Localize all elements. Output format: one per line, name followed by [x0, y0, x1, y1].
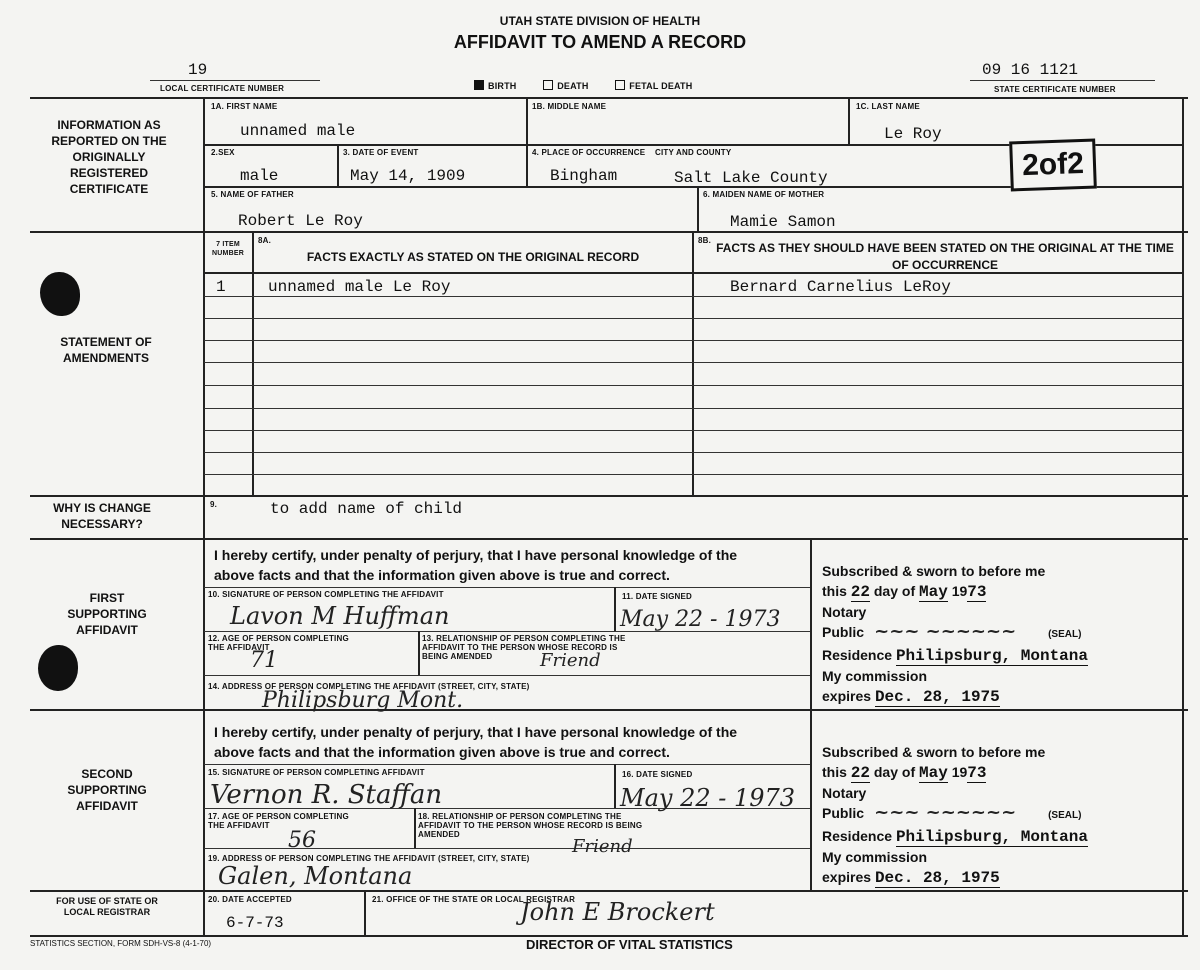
affidavit1-address: Philipsburg Mont. — [262, 688, 464, 713]
affidavit2-notary-signature: ~~~ ~~~~~~ — [867, 802, 1017, 823]
agency-heading: UTAH STATE DIVISION OF HEALTH — [499, 14, 701, 28]
col-8b-number: 8B. — [698, 236, 712, 245]
affidavit1-address-label: 14. ADDRESS OF PERSON COMPLETING THE AFFIDAVIT (STREET, CITY, STATE) — [208, 682, 530, 691]
affidavit2-date: May 22 - 1973 — [620, 784, 796, 812]
form-footer: STATISTICS SECTION, FORM SDH-VS-8 (4-1-70) — [30, 939, 212, 948]
amendment-row1-original: unnamed male Le Roy — [268, 278, 451, 296]
affidavit2-relationship: Friend — [572, 836, 633, 857]
registrar-section-label: FOR USE OF STATE OR LOCAL REGISTRAR — [56, 896, 158, 917]
affidavit2-date-label: 16. DATE SIGNED — [622, 770, 693, 779]
mother-label: 6. MAIDEN NAME OF MOTHER — [703, 190, 825, 199]
last-name-label: 1C. LAST NAME — [856, 102, 920, 111]
amendment-row1-item: 1 — [216, 278, 226, 296]
first-name-value: unnamed male — [240, 122, 356, 140]
col-8b-header: FACTS AS THEY SHOULD HAVE BEEN STATED ON THE ORIGINAL AT THE TIME OF OCCURRENCE — [716, 241, 1174, 272]
fetal-death-checkbox[interactable]: FETAL DEATH — [615, 81, 692, 91]
affidavit1-certification: I hereby certify, under penalty of perjury, that I have personal knowledge of the above facts and that the information given above is true and correct. — [214, 547, 738, 583]
last-name-value: Le Roy — [884, 125, 942, 143]
state-cert-number: 09 16 1121 — [982, 61, 1079, 79]
amendment-row1-corrected: Bernard Carnelius LeRoy — [730, 278, 951, 296]
county-value: Salt Lake County — [674, 169, 828, 187]
affidavit2-signature-label: 15. SIGNATURE OF PERSON COMPLETING AFFIDAVIT — [208, 768, 425, 777]
local-cert-number: 19 — [188, 61, 208, 79]
item-number-header: 7 ITEM NUMBER — [212, 241, 244, 257]
state-cert-label: STATE CERTIFICATE NUMBER — [994, 85, 1116, 94]
affidavit1-public-line: Public ~~~ ~~~~~~ (SEAL) — [822, 621, 1082, 642]
why-section-label: WHY IS CHANGE NECESSARY? — [53, 501, 151, 531]
registrar-title: DIRECTOR OF VITAL STATISTICS — [526, 937, 733, 952]
affidavit1-expires: expires Dec. 28, 1975 — [822, 688, 1000, 706]
affidavit1-notary-block — [822, 561, 1162, 707]
affidavit2-notary-label: Notary — [822, 785, 867, 801]
affidavit2-section-label: SECOND SUPPORTING AFFIDAVIT — [67, 767, 147, 813]
affidavit2-relationship-label: 18. RELATIONSHIP OF PERSON COMPLETING THE AFFIDAVIT TO THE PERSON WHOSE RECORD IS BEING AMENDED — [418, 812, 643, 839]
affidavit1-commission-label: My commission — [822, 668, 928, 684]
affidavit1-date: May 22 - 1973 — [620, 607, 781, 632]
col-8a-number: 8A. — [258, 236, 272, 245]
affidavit2-public-line: Public ~~~ ~~~~~~ (SEAL) — [822, 802, 1082, 823]
registrar-office-label: 21. OFFICE OF THE STATE OR LOCAL REGISTRAR — [372, 895, 576, 904]
affidavit1-notary-label: Notary — [822, 604, 867, 620]
affidavit1-section-label: FIRST SUPPORTING AFFIDAVIT — [67, 591, 147, 637]
original-info-section-label: INFORMATION AS REPORTED ON THE ORIGINALLY REGISTERED CERTIFICATE — [51, 118, 167, 196]
death-checkbox[interactable]: DEATH — [543, 81, 588, 91]
date-of-event-value: May 14, 1909 — [350, 167, 466, 185]
affidavit2-address: Galen, Montana — [218, 862, 413, 890]
affidavit1-date-label: 11. DATE SIGNED — [622, 592, 692, 601]
affidavit2-age: 56 — [288, 828, 316, 853]
affidavit1-relationship-label: 13. RELATIONSHIP OF PERSON COMPLETING THE AFFIDAVIT TO THE PERSON WHOSE RECORD IS BEING AMENDED — [422, 634, 626, 661]
affidavit2-certification: I hereby certify, under penalty of perjury, that I have personal knowledge of the above facts and that the information given above is true and correct. — [214, 724, 738, 760]
affidavit2-commission-label: My commission — [822, 849, 928, 865]
affidavit1-sworn-date: this 22 day of May 1973 — [822, 583, 987, 601]
local-cert-label: LOCAL CERTIFICATE NUMBER — [160, 84, 285, 93]
affidavit1-age: 71 — [250, 648, 278, 673]
col-8a-header: FACTS EXACTLY AS STATED ON THE ORIGINAL RECORD — [306, 250, 640, 264]
affidavit2-sworn-line: Subscribed & sworn to before me — [822, 744, 1046, 760]
date-of-event-label: 3. DATE OF EVENT — [343, 148, 419, 157]
middle-name-label: 1B. MIDDLE NAME — [532, 102, 607, 111]
affidavit1-signature-label: 10. SIGNATURE OF PERSON COMPLETING THE AFFIDAVIT — [208, 590, 444, 599]
affidavit1-signature: Lavon M Huffman — [230, 602, 450, 630]
affidavit2-expires: expires Dec. 28, 1975 — [822, 869, 1000, 887]
affidavit2-signature: Vernon R. Staffan — [210, 780, 443, 810]
affidavit1-age-label: 12. AGE OF PERSON COMPLETING THE AFFIDAVIT — [208, 634, 349, 652]
father-label: 5. NAME OF FATHER — [211, 190, 294, 199]
birth-checkbox[interactable]: BIRTH — [474, 81, 517, 91]
first-name-label: 1A. FIRST NAME — [211, 102, 278, 111]
city-value: Bingham — [550, 167, 618, 185]
affidavit2-address-label: 19. ADDRESS OF PERSON COMPLETING THE AFFIDAVIT (STREET, CITY, STATE) — [208, 854, 530, 863]
event-type-options — [474, 80, 692, 91]
sex-value: male — [240, 167, 279, 185]
punch-hole — [40, 272, 80, 316]
affidavit2-sworn-date: this 22 day of May 1973 — [822, 764, 987, 782]
page-count-stamp — [1009, 139, 1097, 192]
registrar-signature: John E Brockert — [520, 898, 715, 926]
why-number: 9. — [210, 500, 218, 509]
affidavit1-residence: Residence Philipsburg, Montana — [822, 647, 1088, 665]
date-accepted-value: 6-7-73 — [226, 914, 284, 932]
mother-value: Mamie Samon — [730, 213, 836, 231]
affidavit2-age-label: 17. AGE OF PERSON COMPLETING THE AFFIDAVIT — [208, 812, 349, 830]
form-title: AFFIDAVIT TO AMEND A RECORD — [453, 32, 747, 52]
sex-label: 2.SEX — [211, 148, 235, 157]
affidavit1-sworn-line: Subscribed & sworn to before me — [822, 563, 1046, 579]
page-count-stamp-text: 2of2 — [1021, 146, 1085, 183]
place-label: 4. PLACE OF OCCURRENCE CITY AND COUNTY — [532, 148, 732, 157]
affidavit2-notary-block — [822, 742, 1162, 888]
punch-hole — [38, 645, 78, 691]
date-accepted-label: 20. DATE ACCEPTED — [208, 895, 292, 904]
affidavit1-notary-signature: ~~~ ~~~~~~ — [867, 621, 1017, 642]
affidavit1-relationship: Friend — [540, 650, 601, 671]
amendments-section-label: STATEMENT OF AMENDMENTS — [60, 335, 152, 365]
affidavit2-residence: Residence Philipsburg, Montana — [822, 828, 1088, 846]
father-value: Robert Le Roy — [238, 212, 363, 230]
why-value: to add name of child — [270, 500, 463, 518]
